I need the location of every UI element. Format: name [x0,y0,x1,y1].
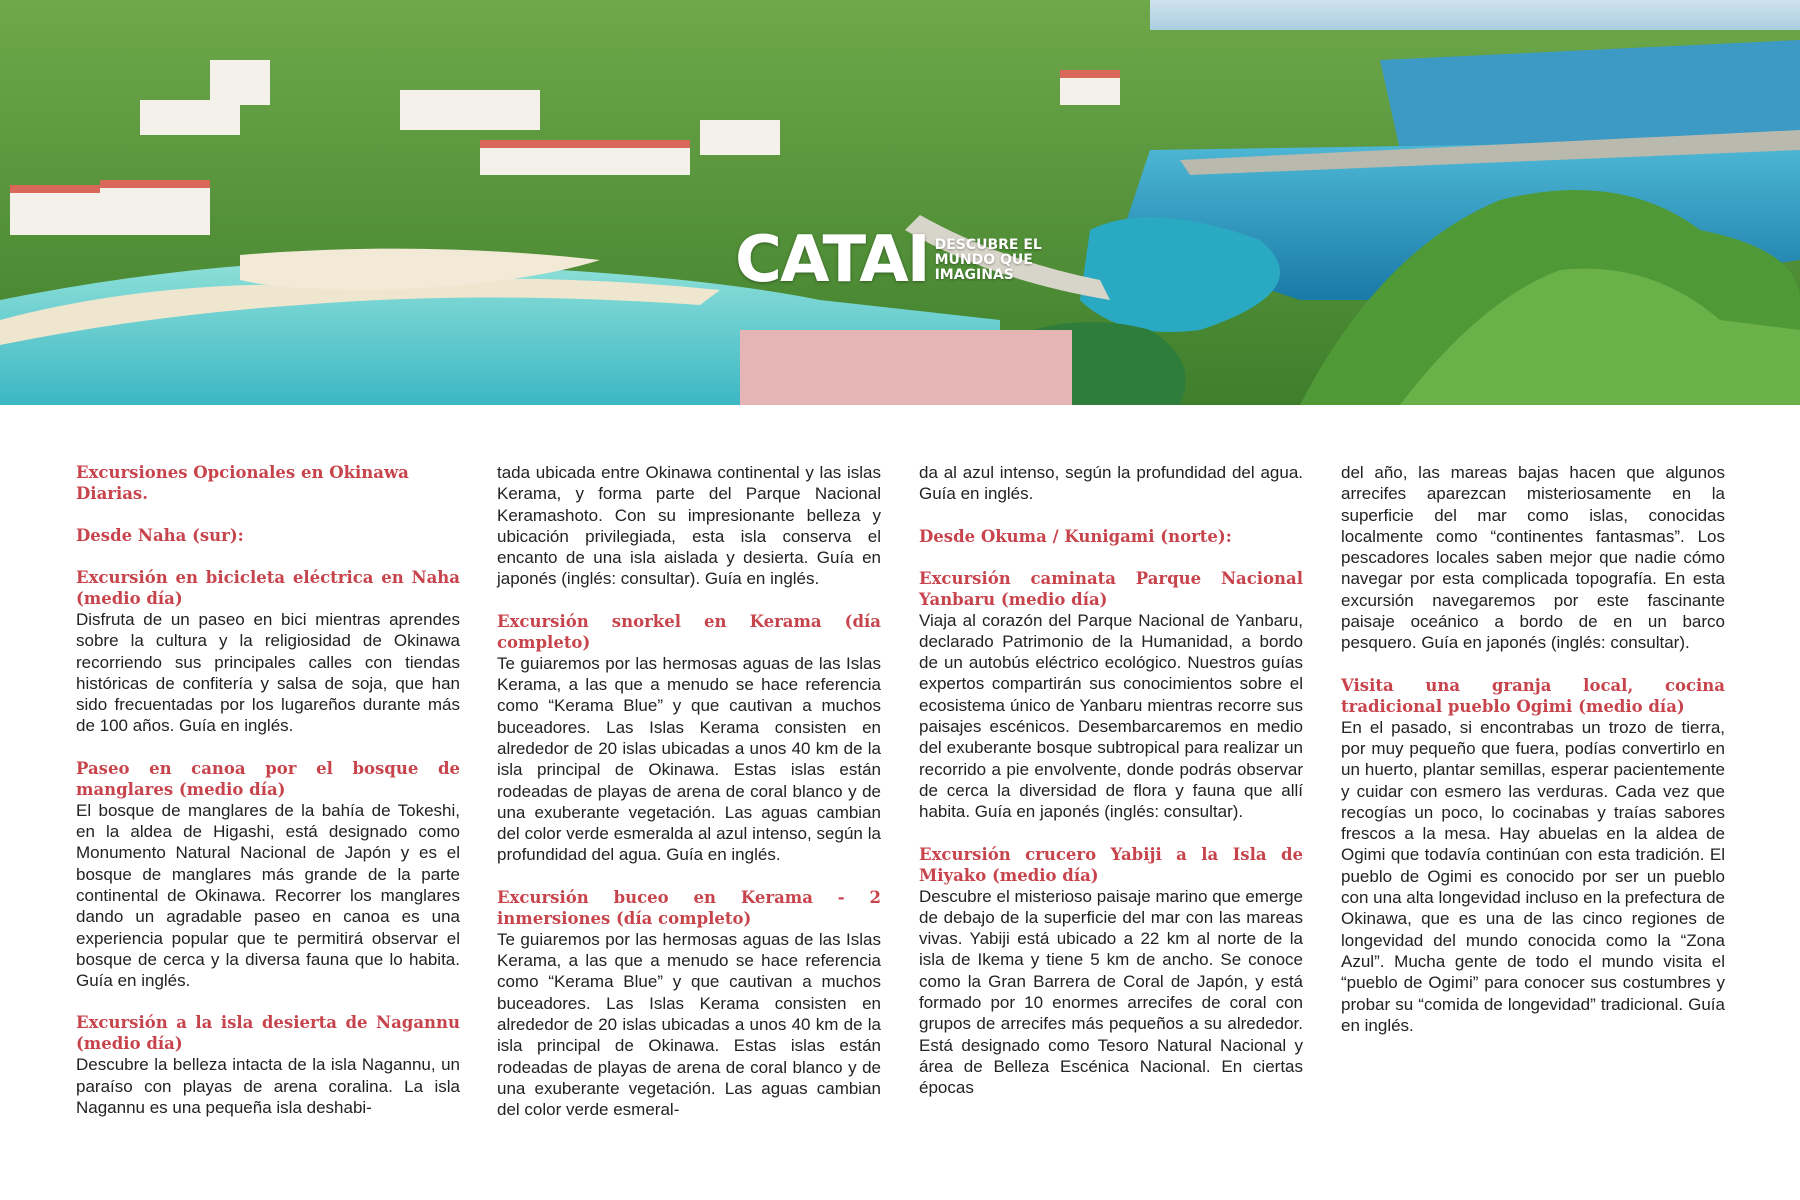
excursion-title: Excursión caminata Parque Nacional Yanbaru (medio día) [919,568,1303,609]
excursion-title: Excursión en bicicleta eléctrica en Naha (medio día) [76,568,460,608]
excursion-text: da al azul intenso, según la profundidad del agua. Guía en inglés. [919,463,1303,504]
excursion-text: El bosque de manglares de la bahía de Tokeshi, en la aldea de Higashi, está designado como Monumento Natural Nacional de Japón y es el bosque de manglares más grande de la parte continental de Okinawa. Recorrer los manglares dando un agradable paseo en canoa es una experiencia popular que te permitirá observar el bosque de cerca y la diversa fauna que lo habita. Guía en inglés. [76,800,460,991]
hero-banner [0,0,1800,405]
column-3 [919,462,1303,1120]
excursion-text: En el pasado, si encontrabas un trozo de tierra, por muy pequeño que fuera, podías convertirlo en un huerto, plantar semillas, esperar pacientemente y cuidar con esmero las verduras. Cada vez que recogías un poco, lo cocinabas y traías sabores frescos a la mesa. Hay abuelas en la aldea de Ogimi que todavía continúan con esta tradición. El pueblo de Ogimi es conocido por ser un pueblo con una alta longevidad incluso en la prefectura de Okinawa, que es una de las cinco regiones de longevidad del mundo conocida como la “Zona Azul”. Mucha gente de todo el mundo visita el “pueblo de Ogimi” para conocer sus costumbres y probar su “comida de longevidad” tradicional. Guía en inglés. [1341,717,1725,1035]
excursion-text: Te guiaremos por las hermosas aguas de las Islas Kerama, a las que a menudo se hace referencia como “Kerama Blue” y que cautivan a muchos buceadores. Las Islas Kerama consisten en alrededor de 20 islas ubicadas a unos 40 km de la isla principal de Okinawa. Estas islas están rodeadas de playas de arena de coral blanco y de una exuberante vegetación. Las aguas cambian del color verde esmeral- [497,929,881,1120]
excursion-text: Descubre el misterioso paisaje marino que emerge de debajo de la superficie del mar con las mareas vivas. Yabiji está ubicado a 22 km al norte de la isla de Ikema y tiene 5 km de ancho. Se conoce como la Gran Barrera de Coral de Japón, y está formado por 10 enormes arrecifes de coral con grupos de arrecifes más pequeños a su alrededor. Está designado como Tesoro Natural Nacional y área de Belleza Escénica Nacional. En ciertas épocas [919,886,1303,1098]
excursion-title: Excursión a la isla desierta de Nagannu (medio día) [76,1013,460,1054]
excursion-text: Descubre la belleza intacta de la isla Nagannu, un paraíso con playas de arena coralina. La isla Nagannu es una pequeña isla deshabi- [76,1055,460,1118]
excursion-text: tada ubicada entre Okinawa continental y las islas Kerama, y forma parte del Parque Nacional Keramashoto. Con su impresionante belleza y ubicación privilegiada, esta isla conserva el encanto de una isla aislada y desierta. Guía en japonés (inglés: consultar). Guía en inglés. [497,463,881,589]
column-4 [1341,462,1725,1057]
column-1 [76,462,460,1139]
excursion-title: Excursión crucero Yabiji a la Isla de Miyako (medio día) [919,844,1303,885]
logo-word: CATAI [735,223,929,297]
region-heading-south: Desde Naha (sur): [76,526,244,545]
excursion-title: Excursión buceo en Kerama - 2 inmersiones (día completo) [497,887,881,928]
excursion-title: Excursión snorkel en Kerama (día completo) [497,611,881,652]
catai-logo [735,223,1055,297]
column-2 [497,462,881,1141]
excursion-text: Disfruta de un paseo en bici mientras aprendes sobre la cultura y la religiosidad de Okinawa recorriendo sus principales calles con tiendas históricas de confitería y salsa de soja, que han sido frecuentadas por los lugareños durante más de 100 años. Guía en inglés. [76,610,460,736]
logo-tagline: DESCUBRE EL MUNDO QUE IMAGINAS [934,236,1042,283]
excursion-text: Viaja al corazón del Parque Nacional de Yanbaru, declarado Patrimonio de la Humanidad, a bordo de un autobús eléctrico ecológico. Nuestros guías expertos compartirán sus conocimientos sobre el ecosistema único de Yanbaru mientras recorre sus paisajes escénicos. Desembarcaremos en medio del exuberante bosque subtropical para realizar un recorrido a pie envolvente, donde podrás observar de cerca la diversidad de flora y fauna que allí habita. Guía en japonés (inglés: consultar). [919,610,1303,822]
excursion-text: del año, las mareas bajas hacen que algunos arrecifes aparezcan misteriosamente en la superficie del mar como islas, conocidas localmente como “continentes fantasmas”. Los pescadores locales saben mejor que nadie cómo navegar por esta complicada topografía. En esta excursión navegaremos por este fascinante paisaje oceánico a bordo de en un barco pesquero. Guía en japonés (inglés: consultar). [1341,463,1725,653]
excursion-title: Paseo en canoa por el bosque de manglares (medio día) [76,758,460,799]
section-title: Excursiones Opcionales en Okinawa Diarias. [76,463,409,503]
pink-tab [740,330,1072,405]
excursion-text: Te guiaremos por las hermosas aguas de las Islas Kerama, a las que a menudo se hace referencia como “Kerama Blue” y que cautivan a muchos buceadores. Las Islas Kerama consisten en alrededor de 20 islas ubicadas a unos 40 km de la isla principal de Okinawa. Estas islas están rodeadas de playas de arena de coral blanco y de una exuberante vegetación. Las aguas cambian del color verde esmeralda al azul intenso, según la profundidad del agua. Guía en inglés. [497,653,881,865]
region-heading-north: Desde Okuma / Kunigami (norte): [919,526,1232,546]
excursion-title: Visita una granja local, cocina tradicional pueblo Ogimi (medio día) [1341,675,1725,716]
